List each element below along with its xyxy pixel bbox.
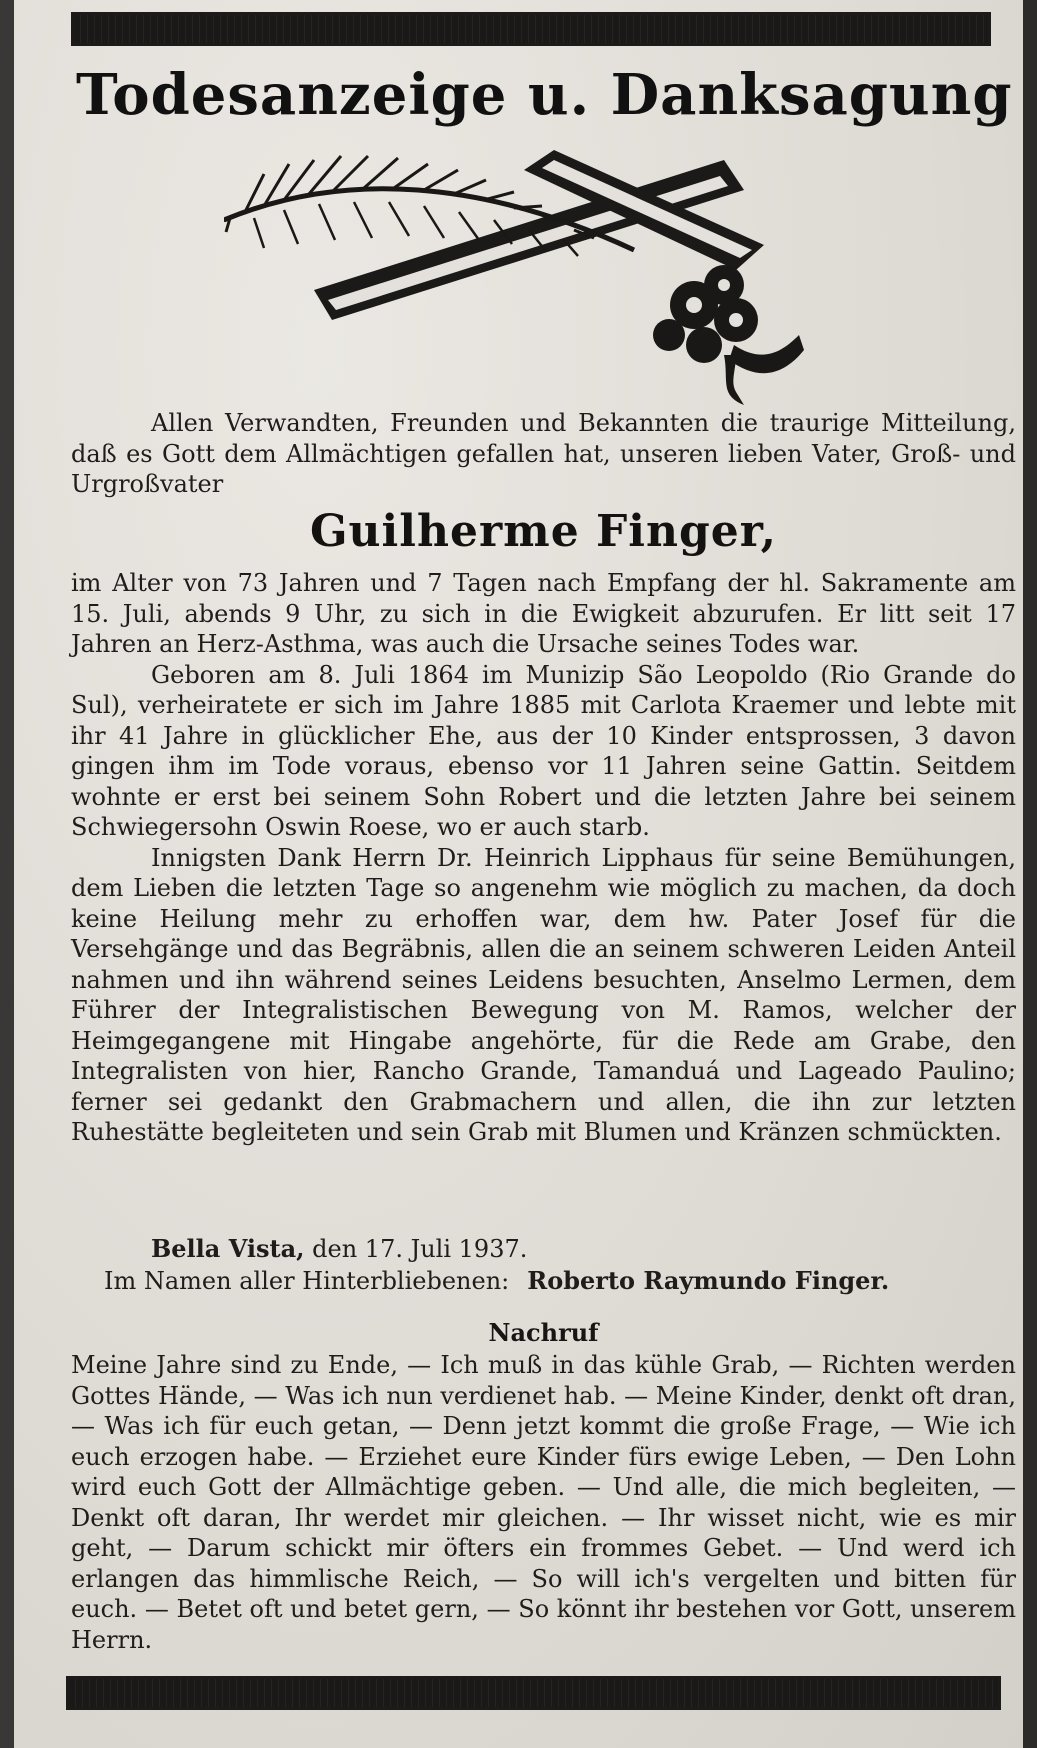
page-edge (1023, 0, 1037, 1748)
paragraph-2: Geboren am 8. Juli 1864 im Munizip São Leopoldo (Rio Grande do Sul), verheiratete er sich im Jahre 1885 mit Carlota Kraemer und lebte mit ihr 41 Jahre in glücklicher Ehe, aus der 10 Kinder entsprossen, 3 davon gingen ihm im Tode voraus, ebenso vor 11 Jahren seine Gattin. Seitdem wohnte er erst bei seinem Sohn Robert und die letzten Jahre bei seinem Schwiegersohn Oswin Roese, wo er auch starb. (71, 660, 1016, 841)
main-text (71, 568, 1016, 1148)
place: Bella Vista, (151, 1234, 305, 1263)
paragraph-3: Innigsten Dank Herrn Dr. Heinrich Lipphaus für seine Bemühungen, dem Lieben die letzten Tage so angenehm wie möglich zu machen, da doch keine Heilung mehr zu erhoffen war, dem hw. Pater Josef für die Versehgänge und das Begräbnis, allen die an seinem schweren Leiden Anteil nahmen und ihn während seines Leidens besuchten, Anselmo Lermen, dem Führer der Integralistischen Bewegung von M. Ramos, welcher der Heimgegangene mit Hingabe angehörte, für die Rede am Grabe, den Integralisten von hier, Rancho Grande, Tamanduá und Lageado Paulino; ferner sei gedankt den Grabmachern und allen, die ihn zur letzten Ruhestätte begleiteten und sein Grab mit Blumen und Kränzen schmückten. (71, 843, 1016, 1146)
flower-bouquet-icon (653, 265, 804, 405)
intro-text (71, 408, 1016, 500)
deceased-name: Guilherme Finger, (309, 506, 778, 557)
intro-paragraph: Allen Verwandten, Freunden und Bekannten die traurige Mitteilung, daß es Gott dem Allmächtigen gefallen hat, unseren lieben Vater, Groß- und Urgroßvater (71, 409, 1016, 498)
on-behalf: Im Namen aller Hinterbliebenen: (104, 1267, 510, 1295)
cross-palm-emblem (224, 150, 884, 410)
newspaper-page (14, 0, 1024, 1748)
signatory: Roberto Raymundo Finger. (527, 1266, 890, 1295)
behalf-line (71, 1266, 1016, 1296)
nachruf-text: Meine Jahre sind zu Ende, — Ich muß in das kühle Grab, — Richten werden Gottes Hände, — Was ich nun verdienet hab. — Meine Kinder, denkt oft dran, — Was ich für euch getan, — Denn jetzt kommt die große Frage, — Wie ich euch erzogen habe. — Erziehet eure Kinder fürs ewige Leben, — Den Lohn wird euch Gott der Allmächtige geben. — Und alle, die mich begleiten, — Denkt oft daran, Ihr werdet mir gleichen. — Ihr wisset nicht, wie es mir geht, — Darum schickt mir öfters ein frommes Gebet. — Und werd ich erlangen das himmlische Reich, — So will ich's vergelten und bitten für euch. — Betet oft und betet gern, — So könnt ihr bestehen vor Gott, unserem Herrn. (71, 1351, 1016, 1654)
signoff (71, 1234, 1016, 1296)
headline: Todesanzeige u. Danksagung (76, 62, 1013, 128)
place-date-line (71, 1234, 1016, 1264)
date: den 17. Juli 1937. (312, 1235, 528, 1263)
bottom-black-rule (66, 1676, 1001, 1710)
nachruf-title: Nachruf (488, 1318, 599, 1347)
top-black-rule (71, 12, 991, 46)
paragraph-1: im Alter von 73 Jahren und 7 Tagen nach Empfang der hl. Sakramente am 15. Juli, abends 9 Uhr, zu sich in die Ewigkeit abzurufen. Er litt seit 17 Jahren an Herz-Asthma, was auch die Ursache seines Todes war. (71, 569, 1016, 658)
nachruf-poem (71, 1350, 1016, 1655)
